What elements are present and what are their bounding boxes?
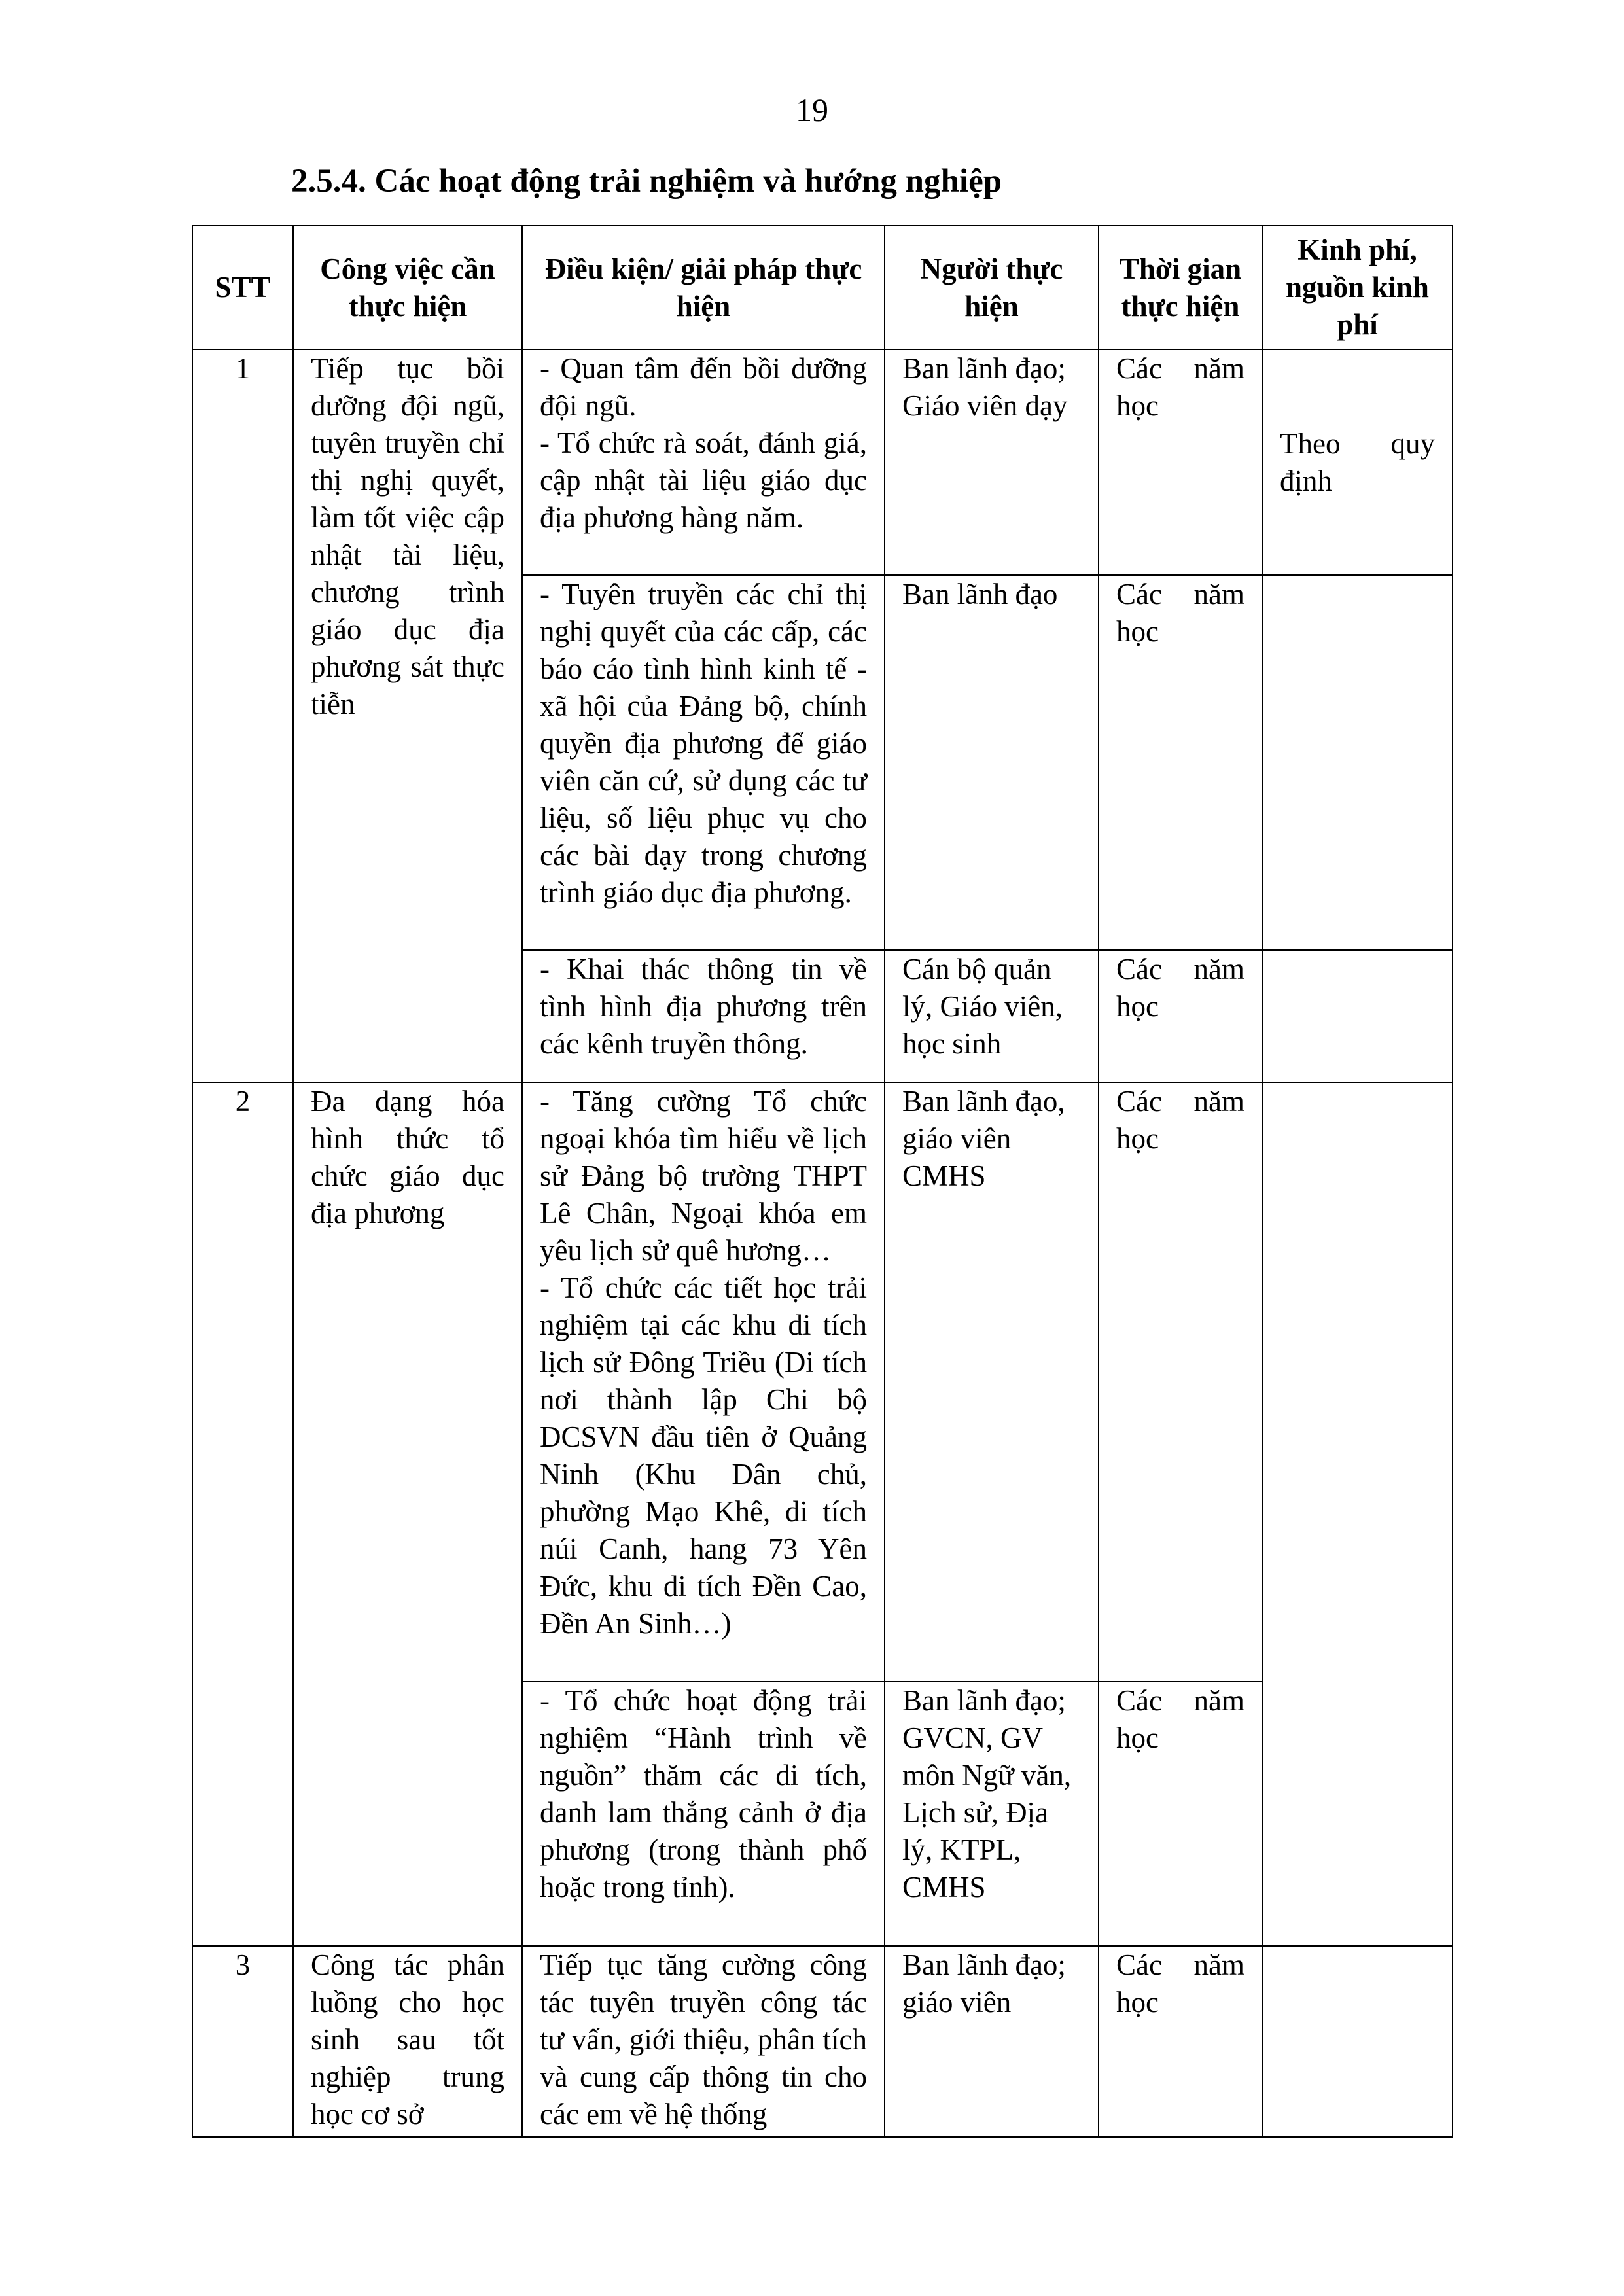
row2-condition-1a: - Tăng cường Tổ chức ngoại khóa tìm hiểu về lịch sử Đảng bộ trường THPT Lê Chân, Ngoại khóa em yêu lịch sử quê hương… — [540, 1085, 867, 1267]
row3-task: Công tác phân luồng cho học sinh sau tốt nghiệp trung học cơ sở — [293, 1946, 522, 2137]
time-word: năm — [1193, 1085, 1244, 1118]
row2-person-2: Ban lãnh đạo; GVCN, GV môn Ngữ văn, Lịch sử, Địa lý, KTPL, CMHS — [885, 1682, 1099, 1946]
time-word: Các — [1116, 953, 1162, 985]
row1-funding-empty — [1262, 575, 1453, 950]
header-stt: STT — [192, 226, 293, 349]
time-word: học — [1116, 1122, 1159, 1155]
time-word: học — [1116, 1722, 1159, 1754]
time-word: năm — [1193, 1949, 1244, 1981]
header-person: Người thực hiện — [885, 226, 1099, 349]
row2-condition-1b: - Tổ chức các tiết học trải nghiệm tại các khu di tích lịch sử Đông Triều (Di tích nơi thành lập Chi bộ DCSVN đầu tiên ở Quảng Ninh (Khu Dân chủ, phường Mạo Khê, di tích núi Canh, hang 73 Yên Đức, khu di tích Đền Cao, Đền An Sinh…) — [540, 1271, 867, 1640]
row3-condition: Tiếp tục tăng cường công tác tuyên truyền công tác tư vấn, giới thiệu, phân tích và cung cấp thông tin cho các em về hệ thống — [522, 1946, 885, 2137]
row1-condition-2: - Tuyên truyền các chỉ thị nghị quyết của các cấp, các báo cáo tình hình kinh tế - xã hội của Đảng bộ, chính quyền địa phương để giáo viên căn cứ, sử dụng các tư liệu, số liệu phục vụ cho các bài dạy trong chương trình giáo dục địa phương. — [522, 575, 885, 950]
time-word: Các — [1116, 1085, 1162, 1118]
time-word: Các — [1116, 352, 1162, 385]
row3-time — [1099, 1946, 1262, 2137]
row1-time-3 — [1099, 950, 1262, 1082]
table-header-row — [192, 226, 1453, 349]
row3-stt: 3 — [192, 1946, 293, 2137]
row1-condition-1a: - Quan tâm đến bồi dưỡng đội ngũ. — [540, 352, 867, 422]
section-title: 2.5.4. Các hoạt động trải nghiệm và hướng nghiệp — [291, 163, 1002, 200]
time-word: năm — [1193, 953, 1244, 985]
row1-person-1: Ban lãnh đạo; Giáo viên dạy — [885, 349, 1099, 575]
time-word: học — [1116, 1986, 1159, 2019]
funding-word: quy — [1390, 427, 1435, 460]
time-word: học — [1116, 990, 1159, 1023]
time-word: năm — [1193, 578, 1244, 610]
row2-time-1 — [1099, 1082, 1262, 1682]
row1-person-2: Ban lãnh đạo — [885, 575, 1099, 950]
funding-word: Theo — [1280, 427, 1341, 460]
page-number: 19 — [796, 92, 828, 128]
table-row — [192, 1946, 1453, 2137]
row2-stt: 2 — [192, 1082, 293, 1946]
header-time: Thời gian thực hiện — [1099, 226, 1262, 349]
header-task: Công việc cần thực hiện — [293, 226, 522, 349]
time-word: năm — [1193, 1684, 1244, 1717]
row3-funding-empty — [1262, 1946, 1453, 2137]
time-word: Các — [1116, 1684, 1162, 1717]
time-word: năm — [1193, 352, 1244, 385]
activity-plan-table — [192, 225, 1453, 2138]
row2-task: Đa dạng hóa hình thức tổ chức giáo dục địa phương — [293, 1082, 522, 1946]
funding-word: định — [1280, 464, 1333, 497]
row2-condition-2: - Tổ chức hoạt động trải nghiệm “Hành trình về nguồn” thăm các di tích, danh lam thắng cảnh ở địa phương (trong thành phố hoặc trong tỉnh). — [522, 1682, 885, 1946]
header-funding: Kinh phí, nguồn kinh phí — [1262, 226, 1453, 349]
row2-condition-1 — [522, 1082, 885, 1682]
row1-time-1 — [1099, 349, 1262, 575]
table-row — [192, 349, 1453, 575]
row2-time-2 — [1099, 1682, 1262, 1946]
row2-person-1: Ban lãnh đạo, giáo viên CMHS — [885, 1082, 1099, 1682]
row1-condition-1b: - Tổ chức rà soát, đánh giá, cập nhật tài liệu giáo dục địa phương hàng năm. — [540, 427, 867, 534]
row1-stt: 1 — [192, 349, 293, 1082]
row1-condition-3: - Khai thác thông tin về tình hình địa phương trên các kênh truyền thông. — [522, 950, 885, 1082]
row1-time-2 — [1099, 575, 1262, 950]
time-word: Các — [1116, 578, 1162, 610]
row1-funding — [1262, 349, 1453, 575]
row1-person-3: Cán bộ quản lý, Giáo viên, học sinh — [885, 950, 1099, 1082]
header-condition: Điều kiện/ giải pháp thực hiện — [522, 226, 885, 349]
row1-condition-1 — [522, 349, 885, 575]
table-row — [192, 1082, 1453, 1682]
time-word: học — [1116, 389, 1159, 422]
row1-task: Tiếp tục bồi dưỡng đội ngũ, tuyên truyền chỉ thị nghị quyết, làm tốt việc cập nhật tài liệu, chương trình giáo dục địa phương sát thực tiễn — [293, 349, 522, 1082]
row2-funding-empty — [1262, 1082, 1453, 1946]
time-word: Các — [1116, 1949, 1162, 1981]
row3-person: Ban lãnh đạo; giáo viên — [885, 1946, 1099, 2137]
time-word: học — [1116, 615, 1159, 648]
row1-funding-empty — [1262, 950, 1453, 1082]
